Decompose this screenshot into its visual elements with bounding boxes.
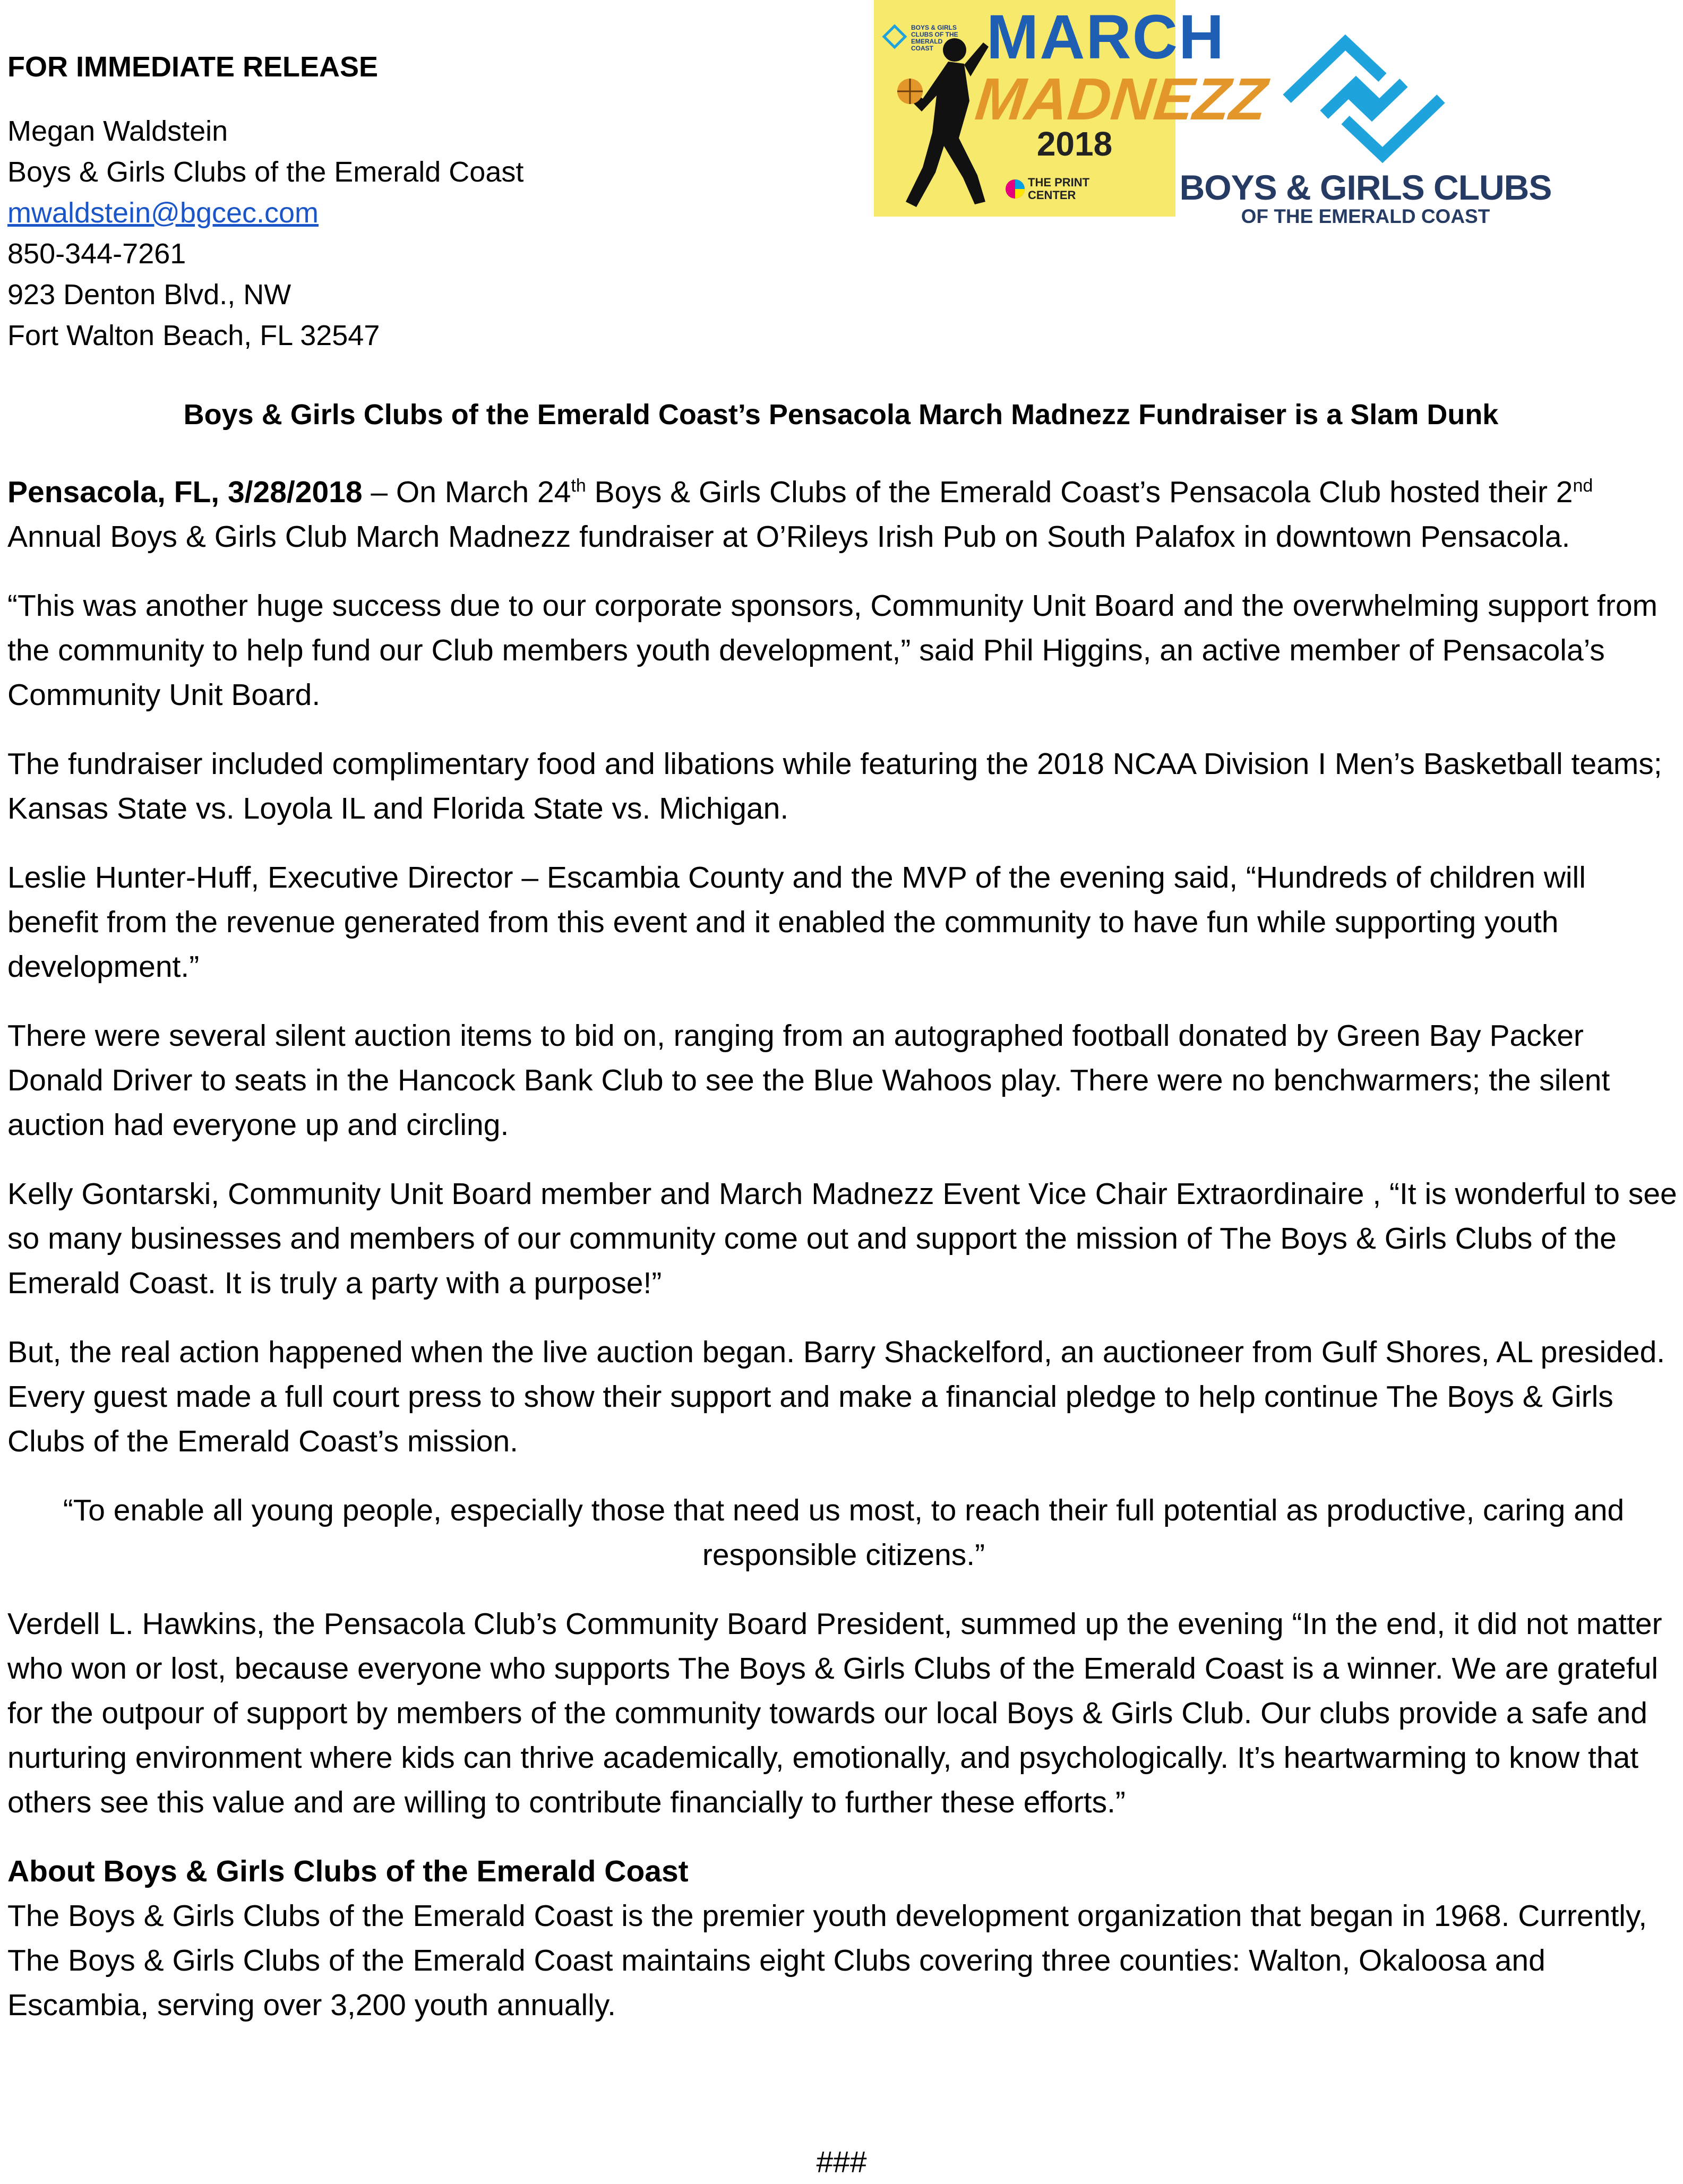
contact-address-line2: Fort Walton Beach, FL 32547: [7, 320, 380, 351]
bgc-subname-text: OF THE EMERALD COAST: [1241, 205, 1490, 227]
logo-year-text: 2018: [1036, 125, 1113, 163]
print-center-label: THE PRINT CENTER: [1028, 176, 1090, 202]
bgc-name-text: BOYS & GIRLS CLUBS: [1179, 168, 1552, 207]
logo-march-text: MARCH: [986, 2, 1225, 72]
intro-text-a: – On March 24: [362, 475, 571, 509]
intro-text-c: Annual Boys & Girls Club March Madnezz fundraiser at O’Rileys Irish Pub on South Palafox in downtown Pensacola.: [7, 520, 1570, 554]
small-org-label: BOYS & GIRLS CLUBS OF THE EMERALD COAST: [911, 24, 958, 52]
paragraph-hunter-huff: Leslie Hunter-Huff, Executive Director – Escambia County and the MVP of the evening said, “Hundreds of children will benefit from the revenue generated from this event and it enabled the community to have fun while supporting youth development.”: [7, 861, 1586, 984]
headline: Boys & Girls Clubs of the Emerald Coast’s Pensacola March Madnezz Fundraiser is a Slam Dunk: [183, 399, 1499, 431]
intro-text-b: Boys & Girls Clubs of the Emerald Coast’s Pensacola Club hosted their 2: [586, 475, 1573, 509]
print-center-icon: [1004, 178, 1026, 200]
contact-block: [7, 47, 523, 356]
paragraph-gontarski: Kelly Gontarski, Community Unit Board member and March Madnezz Event Vice Chair Extraordinaire , “It is wonderful to see so many businesses and members of our community come out and support the mission of The Boys & Girls Clubs of the Emerald Coast. It is truly a party with a purpose!”: [7, 1177, 1677, 1300]
contact-address-line1: 923 Denton Blvd., NW: [7, 279, 291, 311]
march-madnezz-logo: [874, 0, 1270, 217]
bgc-logo: [1174, 35, 1557, 231]
dateline: Pensacola, FL, 3/28/2018: [7, 475, 363, 509]
bgc-hands-mark-icon: [1276, 35, 1452, 162]
contact-email-link[interactable]: mwaldstein@bgcec.com: [7, 197, 319, 229]
release-label: FOR IMMEDIATE RELEASE: [7, 51, 379, 83]
article-body: [7, 470, 1680, 2052]
superscript-nd: nd: [1573, 476, 1593, 496]
logo-madnezz-text: MADNEZZ: [972, 66, 1270, 132]
small-bgc-mark-icon: [881, 23, 908, 50]
about-paragraph: The Boys & Girls Clubs of the Emerald Coast is the premier youth development organization that began in 1968. Currently, The Boys & Girls Clubs of the Emerald Coast maintains eight Clubs covering three counties: Walton, Okaloosa and Escambia, serving over 3,200 youth annually.: [7, 1899, 1647, 2022]
paragraph-intro: [7, 470, 1680, 559]
paragraph-silent-auction: There were several silent auction items to bid on, ranging from an autographed football donated by Green Bay Packer Donald Driver to seats in the Hancock Bank Club to see the Blue Wahoos play. There were no benchwarmers; the silent auction had everyone up and circling.: [7, 1019, 1610, 1142]
paragraph-live-auction: But, the real action happened when the live auction began. Barry Shackelford, an auctioneer from Gulf Shores, AL presided. Every guest made a full court press to show their support and make a financial pledge to help continue The Boys & Girls Clubs of the Emerald Coast’s mission.: [7, 1335, 1665, 1458]
contact-org: Boys & Girls Clubs of the Emerald Coast: [7, 156, 524, 188]
contact-phone: 850-344-7261: [7, 238, 186, 270]
about-heading: About Boys & Girls Clubs of the Emerald Coast: [7, 1854, 689, 1888]
mission-quote: “To enable all young people, especially those that need us most, to reach their full potential as productive, caring and responsible citizens.”: [63, 1493, 1625, 1572]
paragraph-hawkins: Verdell L. Hawkins, the Pensacola Club’s Community Board President, summed up the evening “In the end, it did not matter who won or lost, because everyone who supports The Boys & Girls Clubs of the Emerald Coast is a winner. We are grateful for the outpour of support by members of the community towards our local Boys & Girls Club. Our clubs provide a safe and nurturing environment where kids can thrive academically, emotionally, and psychologically. It’s heartwarming to know that others see this value and are willing to contribute financially to further these efforts.”: [7, 1607, 1662, 1819]
contact-name: Megan Waldstein: [7, 115, 228, 147]
paragraph-higgins-quote: “This was another huge success due to our corporate sponsors, Community Unit Board and the overwhelming support from the community to help fund our Club members youth development,” said Phil Higgins, an active member of Pensacola’s Community Unit Board.: [7, 589, 1658, 712]
superscript-th: th: [571, 476, 586, 496]
end-mark: ###: [816, 2145, 867, 2179]
paragraph-games: The fundraiser included complimentary food and libations while featuring the 2018 NCAA Division I Men’s Basketball teams; Kansas State vs. Loyola IL and Florida State vs. Michigan.: [7, 747, 1662, 826]
